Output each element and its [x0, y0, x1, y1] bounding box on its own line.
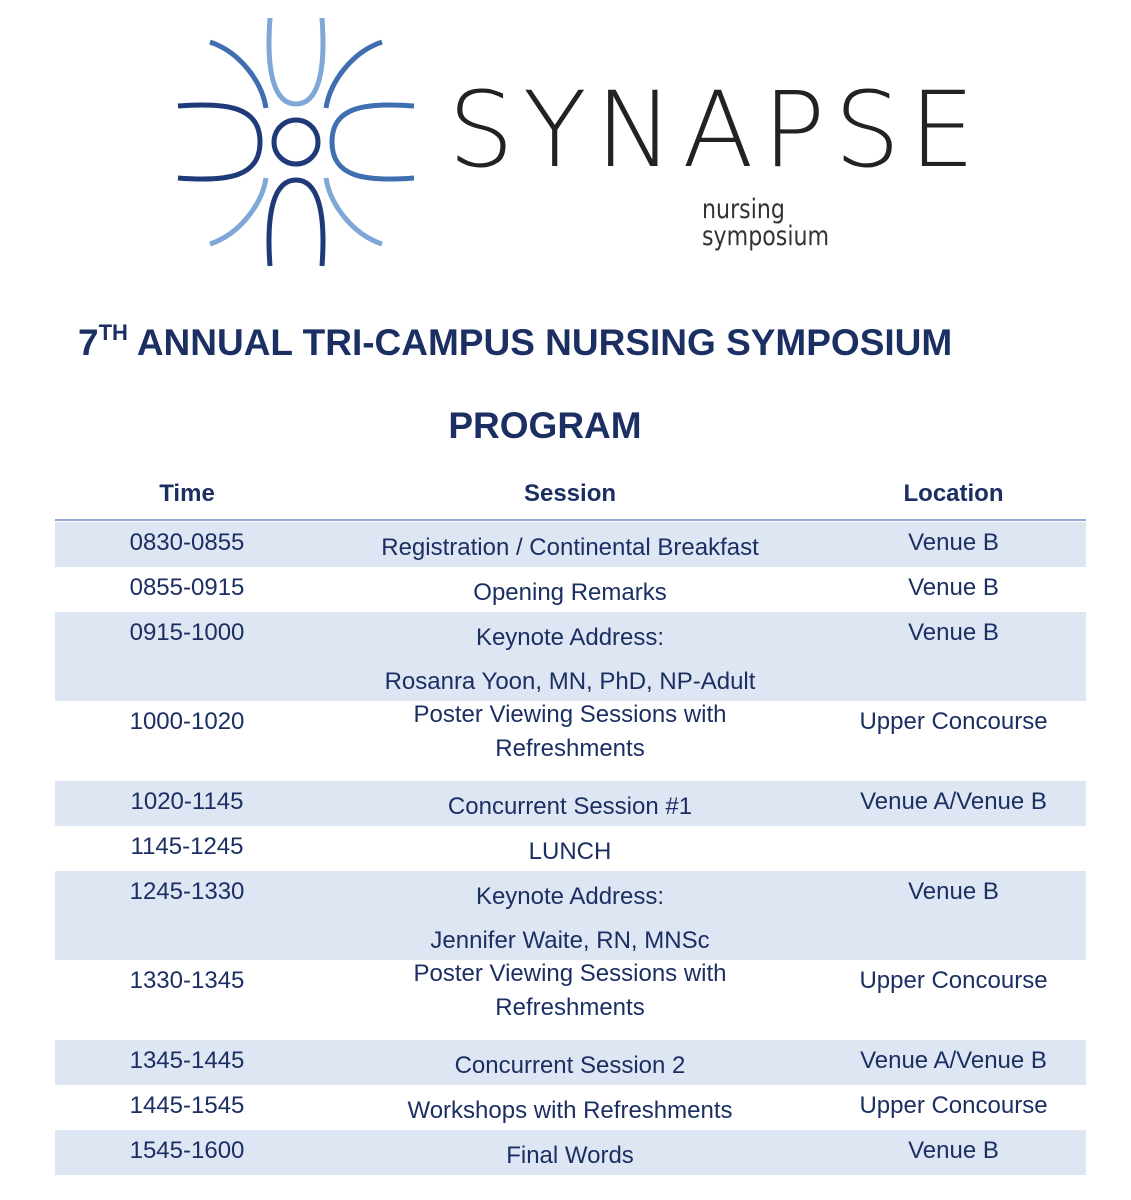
schedule-table — [55, 522, 1086, 1175]
row-location: Venue B — [908, 529, 999, 556]
page-subtitle: PROGRAM — [448, 405, 642, 446]
title-ordinal: 7 — [78, 322, 99, 363]
synapse-logo — [170, 12, 984, 274]
row-location: Upper Concourse — [859, 708, 1048, 735]
table-row — [55, 1085, 1086, 1130]
logo-tagline: nursing symposium — [702, 194, 830, 252]
row-time: 0830-0855 — [129, 529, 245, 556]
session-line: Registration / Continental Breakfast — [381, 534, 759, 561]
table-row — [55, 781, 1086, 826]
session-line: Workshops with Refreshments — [407, 1097, 733, 1124]
table-row — [55, 567, 1086, 612]
row-time: 0915-1000 — [129, 619, 245, 646]
table-row — [55, 522, 1086, 567]
row-time: 1020-1145 — [130, 788, 244, 815]
row-location: Venue B — [908, 574, 999, 601]
table-row — [55, 871, 1086, 960]
row-time: 1445-1545 — [129, 1092, 245, 1119]
row-time: 0855-0915 — [129, 574, 245, 601]
row-location: Venue A/Venue B — [860, 1047, 1047, 1074]
session-line: Jennifer Waite, RN, MNSc — [430, 927, 710, 954]
table-row — [55, 960, 1086, 1040]
table-row — [55, 1040, 1086, 1085]
row-location: Venue B — [908, 619, 999, 646]
row-location: Venue B — [908, 878, 999, 905]
header-session: Session — [523, 480, 617, 507]
session-line: Concurrent Session #1 — [447, 793, 693, 820]
table-row — [55, 826, 1086, 871]
row-time: 1345-1445 — [129, 1047, 245, 1074]
page-title — [78, 320, 953, 363]
session-line: Opening Remarks — [473, 579, 667, 606]
session-line: Rosanra Yoon, MN, PhD, NP-Adult — [384, 668, 756, 695]
synapse-neuron-icon — [170, 12, 440, 274]
row-location: Upper Concourse — [859, 1092, 1048, 1119]
row-time: 1245-1330 — [129, 878, 245, 905]
session-line: Keynote Address: — [475, 624, 665, 651]
header-divider — [55, 519, 1086, 521]
row-time: 1330-1345 — [129, 967, 245, 994]
row-location: Upper Concourse — [859, 967, 1048, 994]
session-line: Refreshments — [495, 994, 645, 1021]
session-line: Refreshments — [495, 735, 645, 762]
table-header — [55, 480, 1086, 520]
header-location: Location — [903, 480, 1004, 507]
row-time: 1545-1600 — [129, 1137, 245, 1164]
header-time: Time — [159, 480, 215, 507]
table-row — [55, 701, 1086, 781]
session-line: Poster Viewing Sessions with — [413, 960, 727, 987]
table-row — [55, 612, 1086, 701]
row-location: Venue A/Venue B — [860, 788, 1047, 815]
session-line: Concurrent Session 2 — [454, 1052, 686, 1079]
logo-wordmark: SYNAPSE — [448, 69, 984, 191]
session-line: LUNCH — [528, 838, 612, 865]
row-time: 1000-1020 — [129, 708, 245, 735]
row-location: Venue B — [908, 1137, 999, 1164]
session-line: Keynote Address: — [475, 883, 665, 910]
title-text: ANNUAL TRI-CAMPUS NURSING SYMPOSIUM — [127, 322, 953, 363]
title-ordinal-suffix: TH — [98, 320, 128, 345]
session-line: Final Words — [506, 1142, 634, 1169]
row-time: 1145-1245 — [130, 833, 244, 860]
session-line: Poster Viewing Sessions with — [413, 701, 727, 728]
table-row — [55, 1130, 1086, 1175]
row-location — [821, 826, 1086, 835]
